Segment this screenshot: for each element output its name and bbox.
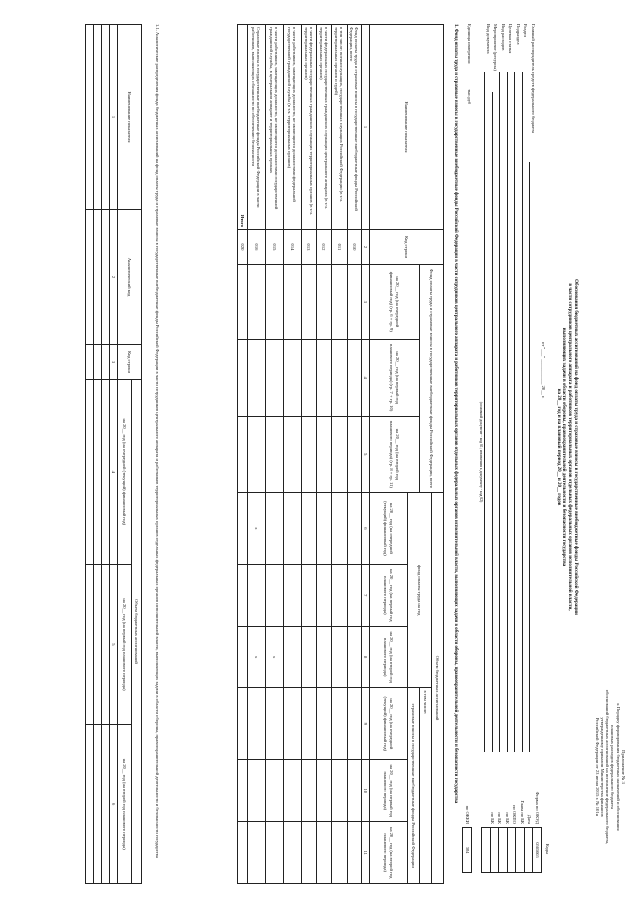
table-row — [283, 25, 301, 884]
code-label: по ОКПО — [512, 805, 518, 824]
title-line: на 20__ год и на плановый период 20__ и 20__ годов — [555, 388, 561, 506]
value-cell[interactable] — [283, 760, 301, 822]
col-number: 2 — [109, 210, 117, 345]
value-cell[interactable] — [265, 564, 283, 626]
row-code: 010 — [347, 230, 361, 265]
value-cell[interactable] — [316, 564, 331, 626]
table-row — [101, 25, 109, 884]
table-cell[interactable] — [93, 345, 101, 380]
row-name: в части работников, замещающих должности, не являющиеся должностями федеральной государственной гражданской службы (в т.ч. территориальных органов) — [283, 25, 301, 230]
appendix-line: обоснований бюджетных ассигнований на исполнение федерального бюджета, — [605, 689, 611, 845]
date-line: от "___" ___________ 20__ г. — [541, 342, 546, 399]
value-cell[interactable] — [265, 688, 283, 760]
table-row — [93, 25, 101, 884]
value-cell[interactable] — [347, 626, 361, 688]
col-header: на 20__ год (на очередной (текущий) финансовый год) — [118, 380, 132, 565]
code-cell[interactable] — [525, 828, 534, 873]
row-name: в части работников, замещающих должности, не являющиеся должностями государственной гражданской службы, в центральном аппарате и территориальных органах — [265, 25, 283, 230]
col-header: на 20__ год (на первый год планового периода) — [370, 760, 408, 822]
column-numbers-row — [361, 25, 369, 884]
unit-value: тыс.руб — [467, 89, 472, 105]
section11-title: 1.1. Аналитические распределения фонда бюджетных ассигнований на фонд оплаты труда и страховые взносы в государственные внебюджетные фонды Российской Федерации в части сотрудников центрального аппарата и работников территориальных органов отдельных федеральных органов исполнительной власти, выполняющих задачи в области обороны, правоохранительной деятельности и безопасности государства — [155, 24, 160, 858]
table-row — [265, 25, 283, 884]
title-line: Обоснования бюджетных ассигнований на фонд оплаты труда и страховые взносы в государственные внебюджетные фонды Российской Федерации — [573, 279, 578, 615]
table-row — [237, 25, 247, 884]
value-cell[interactable] — [237, 626, 247, 688]
value-cell[interactable] — [247, 760, 265, 822]
budget-table — [237, 24, 444, 884]
code-label: по БК — [490, 812, 495, 824]
doc-note: (основной документ - код 01; изменения к документу - код 02) — [479, 401, 483, 503]
field-label: Вид расходов — [501, 24, 506, 51]
col-header: на 20__ год (на первый год планового периода) (гр. 7 + гр. 10) — [370, 339, 420, 416]
appendix-number: Приложение № 3 — [621, 750, 626, 784]
col-number: 9 — [361, 688, 369, 760]
field-underline[interactable] — [492, 92, 493, 752]
code-cell[interactable]: 0505005 — [533, 828, 542, 873]
table-cell[interactable] — [85, 380, 93, 565]
appendix-block — [594, 652, 626, 882]
value-cell[interactable] — [316, 416, 331, 492]
field-label: Главный распорядитель средств федерального бюджета — [531, 24, 536, 134]
value-cell[interactable] — [247, 339, 265, 416]
value-cell[interactable] — [265, 416, 283, 492]
field-label: Вид документа — [486, 24, 491, 54]
value-cell[interactable] — [247, 265, 265, 340]
code-label: по БК — [497, 812, 503, 824]
row-name: Итого — [237, 25, 247, 230]
appendix-line: к Порядку формирования бюджетных назначений и обоснования — [615, 703, 621, 831]
value-cell[interactable] — [247, 822, 265, 884]
field-label: Раздел — [523, 24, 529, 37]
value-cell[interactable] — [237, 760, 247, 822]
row-code: 014 — [283, 230, 301, 265]
table-cell[interactable] — [101, 25, 109, 210]
col-header: на 20__ год (на первый год планового периода) — [370, 564, 408, 626]
value-cell[interactable] — [347, 822, 361, 884]
value-cell[interactable] — [347, 265, 361, 340]
value-cell[interactable] — [237, 493, 247, 565]
value-cell[interactable] — [237, 822, 247, 884]
row-code: 012 — [316, 230, 331, 265]
value-cell[interactable] — [301, 688, 316, 760]
col-number: 10 — [361, 760, 369, 822]
col-header-group-b2: в том числе: — [420, 688, 432, 884]
value-cell[interactable] — [331, 416, 347, 492]
date-mid: " ___________ 20__ г. — [541, 356, 546, 399]
row-code: 013 — [301, 230, 316, 265]
section1-title: 1. Фонд оплаты труда и страховые взносы в государственные внебюджетные фонды Российской Федерации в части сотрудников центрального аппарата и работников территориальных органов отдельных федеральных органов исполнительной власти, выполняющих задачи в области обороны, правоохранительной деятельности и безопасности государства — [453, 24, 458, 804]
col-number: 4 — [109, 380, 117, 565]
row-code: 020 — [237, 230, 247, 265]
value-cell[interactable] — [301, 416, 316, 492]
title-line: выполняющих задачи в области обороны, правоохранительной деятельности и безопасности государства — [561, 327, 567, 567]
column-numbers-row — [109, 25, 117, 884]
col-header-group-b1: фонд оплаты труда на год — [408, 493, 432, 688]
field-label: Целевая статья — [508, 24, 514, 54]
col-header: на 20__ год (на второй год планового периода) — [370, 626, 408, 688]
col-number: 5 — [109, 564, 117, 725]
table-row — [301, 25, 316, 884]
value-cell[interactable] — [247, 564, 265, 626]
value-cell[interactable] — [265, 339, 283, 416]
value-cell[interactable] — [331, 626, 347, 688]
value-cell[interactable] — [265, 265, 283, 340]
appendix-line: утвержденному приказом Министерства финансов — [599, 717, 605, 817]
value-cell[interactable] — [316, 688, 331, 760]
field-underline[interactable] — [514, 72, 515, 752]
table-cell[interactable] — [93, 725, 101, 884]
value-cell[interactable] — [331, 493, 347, 565]
codes-labels — [489, 764, 542, 824]
row-code: 016 — [247, 230, 265, 265]
col-header-group-a: Фонд оплаты труда и страховые взносы в государственные внебюджетные фонды Российской Федерации, всего — [420, 265, 444, 493]
field-underline[interactable] — [499, 72, 500, 752]
value-cell[interactable] — [316, 626, 331, 688]
value-cell[interactable] — [347, 564, 361, 626]
value-cell[interactable] — [301, 626, 316, 688]
value-cell[interactable] — [316, 760, 331, 822]
field-underline[interactable] — [529, 162, 530, 752]
row-name: в том числе: военнослужащих, государственных служащих Российской Федерации (в т.ч. территориальных органов и судей) — [331, 25, 347, 230]
table-cell[interactable] — [85, 210, 93, 345]
okei-label: по ОКЕИ — [465, 805, 470, 824]
value-cell[interactable] — [283, 688, 301, 760]
code-label: по БК — [505, 812, 510, 824]
value-cell[interactable] — [331, 564, 347, 626]
codes-header: Коды — [545, 843, 550, 855]
title-line: в части сотрудников центрального аппарата и работников территориальных органов отдельных федеральных органов исполнительной власти, — [567, 283, 573, 611]
value-cell[interactable] — [331, 265, 347, 340]
value-cell[interactable] — [331, 760, 347, 822]
value-cell[interactable] — [316, 822, 331, 884]
na-mark: x — [265, 626, 283, 688]
field-underline[interactable] — [484, 72, 485, 752]
table-cell[interactable] — [101, 380, 109, 565]
table-cell[interactable] — [101, 564, 109, 725]
value-cell[interactable] — [347, 339, 361, 416]
value-cell[interactable] — [301, 339, 316, 416]
value-cell[interactable] — [283, 265, 301, 340]
value-cell[interactable] — [237, 416, 247, 492]
value-cell[interactable] — [283, 416, 301, 492]
value-cell[interactable] — [247, 688, 265, 760]
code-cell[interactable] — [499, 828, 508, 873]
field-underline[interactable] — [522, 72, 523, 752]
value-cell[interactable] — [301, 822, 316, 884]
row-name: в части федеральных государственных гражданских служащих центрального аппарата (в т.ч. территориальных органов) — [316, 25, 331, 230]
value-cell[interactable] — [283, 339, 301, 416]
form-title — [555, 122, 578, 772]
table-cell[interactable] — [85, 725, 93, 884]
table-row — [85, 25, 93, 884]
col-header-name: Наименование показателя — [118, 25, 142, 210]
col-header: на 20__ год (на второй год планового периода) (гр. 8 + гр. 11) — [370, 416, 420, 492]
value-cell[interactable] — [283, 626, 301, 688]
field-label: Подраздел — [516, 24, 521, 45]
code-label: Форма по ОКУД — [535, 791, 540, 824]
value-cell[interactable] — [283, 564, 301, 626]
table-cell[interactable] — [85, 345, 93, 380]
okei-table — [463, 827, 473, 873]
table-cell[interactable] — [93, 210, 101, 345]
value-cell[interactable] — [316, 265, 331, 340]
value-cell[interactable] — [301, 564, 316, 626]
value-cell[interactable] — [237, 339, 247, 416]
col-header-analytic: Аналитический код — [118, 210, 142, 345]
value-cell[interactable] — [237, 688, 247, 760]
code-cell[interactable] — [482, 828, 491, 873]
code-cell[interactable] — [508, 828, 517, 873]
value-cell[interactable] — [283, 493, 301, 565]
col-header-group: Объем бюджетных ассигнований — [132, 380, 142, 884]
row-code: 011 — [331, 230, 347, 265]
table-cell[interactable] — [93, 25, 101, 210]
codes-table — [482, 827, 543, 873]
col-number: 6 — [361, 493, 369, 565]
value-cell[interactable] — [347, 493, 361, 565]
rotated-form-sheet — [10, 12, 630, 892]
field-underline[interactable] — [507, 72, 508, 752]
value-cell[interactable] — [265, 760, 283, 822]
na-mark: x — [247, 626, 265, 688]
value-cell[interactable] — [316, 493, 331, 565]
table-row — [247, 25, 265, 884]
unit-label: Единица измерения: — [467, 24, 472, 64]
field-label: Мероприятие (ресурсы) — [493, 24, 499, 71]
value-cell[interactable] — [265, 822, 283, 884]
table-cell[interactable] — [93, 564, 101, 725]
row-name: Фонд оплаты труда и страховые взносы в государственные внебюджетные фонды Российской Федерации, всего — [347, 25, 361, 230]
col-number: 1 — [361, 25, 369, 230]
table-cell[interactable] — [85, 25, 93, 210]
col-header-code: Код строки — [370, 230, 444, 265]
unit-line — [467, 24, 472, 224]
col-header: на 20__ год (на очередной (текущий) финансовый год) — [370, 688, 408, 760]
value-cell[interactable] — [316, 339, 331, 416]
table-row — [331, 25, 347, 884]
row-name: Страховые взносы в государственные внебюджетные фонды Российской Федерации в части работников, выполняющих обязанности по обеспечению безопасности — [247, 25, 265, 230]
col-number: 8 — [361, 626, 369, 688]
value-cell[interactable] — [331, 688, 347, 760]
col-header-name: Наименование показателя — [370, 25, 444, 230]
code-label: Дата — [527, 814, 533, 824]
table-cell[interactable] — [101, 210, 109, 345]
value-cell[interactable] — [331, 339, 347, 416]
col-number: 4 — [361, 339, 369, 416]
value-cell[interactable] — [301, 265, 316, 340]
appendix-line: Российской Федерации от 23 июня 2015 г. № 101н — [594, 717, 600, 817]
col-number: 2 — [361, 230, 369, 265]
col-header: на 20__ год (на второй год планового периода) — [370, 822, 408, 884]
value-cell[interactable] — [301, 760, 316, 822]
table-cell[interactable] — [101, 345, 109, 380]
col-number: 5 — [361, 416, 369, 492]
value-cell[interactable] — [347, 416, 361, 492]
value-cell[interactable] — [265, 493, 283, 565]
col-number: 6 — [109, 725, 117, 884]
budget-table-body — [237, 25, 361, 884]
code-cell[interactable] — [491, 828, 500, 873]
table-row — [316, 25, 331, 884]
date-prefix: от " — [541, 342, 546, 350]
value-cell[interactable] — [283, 822, 301, 884]
col-number: 11 — [361, 822, 369, 884]
col-number: 7 — [361, 564, 369, 626]
col-header-code: Код строки — [118, 345, 142, 380]
value-cell[interactable] — [301, 493, 316, 565]
value-cell[interactable] — [347, 760, 361, 822]
col-header: на 20__ год (на очередной (текущий) финансовый год) — [370, 493, 408, 565]
row-code: 015 — [265, 230, 283, 265]
value-cell[interactable] — [347, 688, 361, 760]
row-name: в части федеральных государственных гражданских служащих территориальных органов (в т.ч. территориальных органов) — [301, 25, 316, 230]
col-header-group-b3: страховые взносы в государственные внебюджетные фонды Российской Федерации — [408, 688, 420, 884]
table-row — [347, 25, 361, 884]
appendix-line: плановых расходов федерального бюджета — [610, 725, 616, 809]
table-cell[interactable] — [101, 725, 109, 884]
table-cell[interactable] — [85, 564, 93, 725]
okei-cell[interactable]: 384 — [463, 828, 472, 873]
code-cell[interactable] — [516, 828, 525, 873]
col-number: 1 — [109, 25, 117, 210]
code-label: Глава по БК — [520, 800, 525, 824]
col-header: на 20__ год (на второй год планового периода) — [118, 725, 132, 884]
value-cell[interactable] — [247, 416, 265, 492]
col-number: 3 — [109, 345, 117, 380]
table-cell[interactable] — [93, 380, 101, 565]
value-cell[interactable] — [237, 265, 247, 340]
value-cell[interactable] — [331, 822, 347, 884]
col-header-group-b: Объем бюджетных ассигнований — [432, 493, 444, 884]
analytic-table — [85, 24, 142, 884]
na-mark: x — [247, 493, 265, 565]
col-header: на 20__ год (на очередной финансовый год) (гр. 6 + гр. 9) — [370, 265, 420, 340]
value-cell[interactable] — [237, 564, 247, 626]
col-header: на 20__ год (на первый год планового периода) — [118, 564, 132, 725]
col-number: 3 — [361, 265, 369, 340]
